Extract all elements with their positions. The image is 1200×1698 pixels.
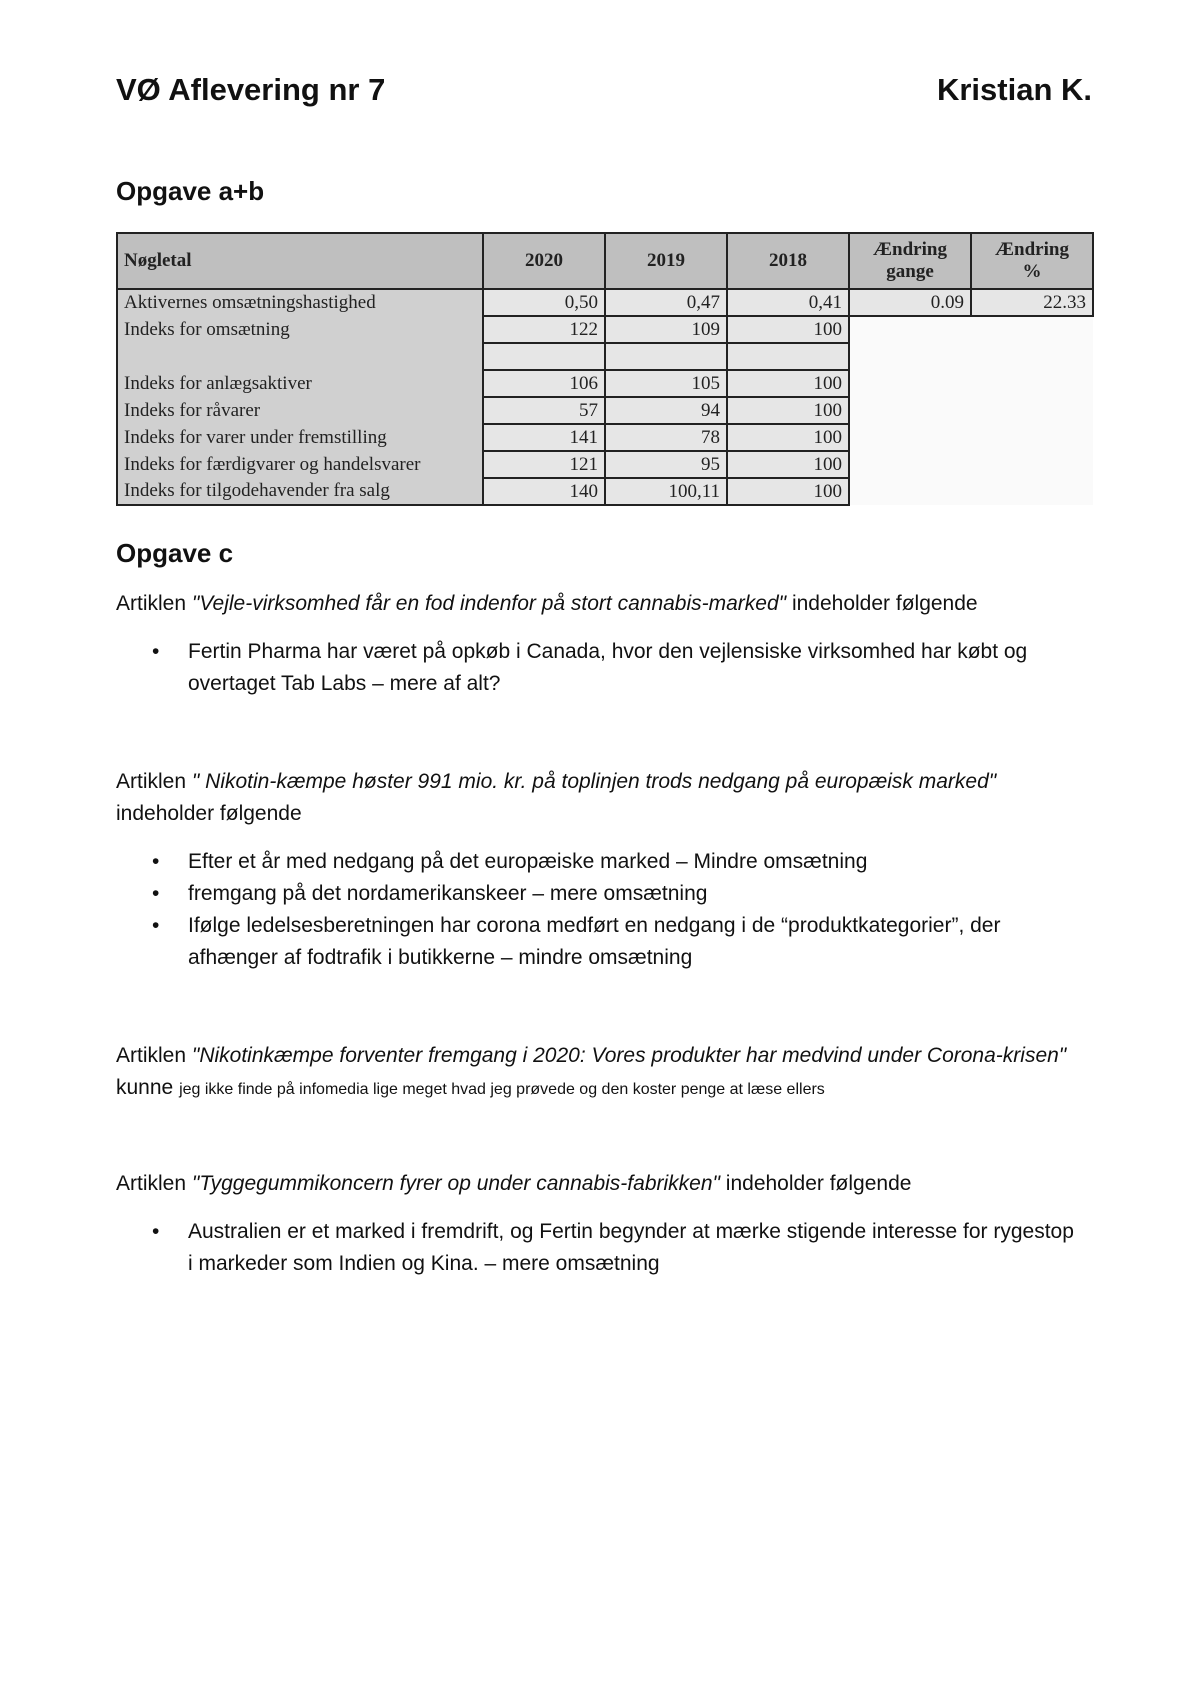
cell-2018: 100 (727, 370, 849, 397)
section-title-c: Opgave c (116, 538, 234, 568)
list-item-text: Australien er et marked i fremdrift, og Fertin begynder at mærke stigende interesse for rygestop i markeder som Indien og Kina. – mere omsætning (188, 1220, 1074, 1275)
list-item (116, 878, 1076, 910)
col-header-change-times-line1: Ændring (873, 239, 947, 260)
article-prefix: Artiklen (116, 592, 192, 615)
col-header-change-times (849, 233, 971, 289)
article-suffix: indeholder følgende (786, 592, 978, 615)
cell-2018 (727, 343, 849, 370)
list-item-text: Ifølge ledelsesberetningen har corona medført en nedgang i de “produktkategorier”, der afhænger af fodtrafik i butikkerne – mindre omsætning (188, 914, 1001, 969)
row-label: Indeks for varer under fremstilling (117, 424, 483, 451)
row-label (117, 343, 483, 370)
section-title-ab: Opgave a+b (116, 176, 265, 206)
cell-2020: 141 (483, 424, 605, 451)
article-4-bullets (116, 1216, 1076, 1280)
document-header (116, 72, 1092, 122)
cell-2018: 100 (727, 478, 849, 505)
article-prefix: Artiklen (116, 770, 192, 793)
article-1-intro (116, 588, 1096, 620)
list-item (116, 636, 1076, 700)
article-title: "Nikotinkæmpe forventer fremgang i 2020: Vores produkter har medvind under Corona-krisen" (191, 1044, 1067, 1067)
row-label: Indeks for anlægsaktiver (117, 370, 483, 397)
empty-cell (849, 451, 1093, 478)
cell-2018: 100 (727, 451, 849, 478)
article-2-intro (116, 766, 1096, 830)
empty-cell (849, 397, 1093, 424)
article-title: "Tyggegummikoncern fyrer op under cannabis-fabrikken" (191, 1172, 720, 1195)
document-title: VØ Aflevering nr 7 (116, 72, 386, 107)
list-item (116, 846, 1076, 878)
cell-2020: 106 (483, 370, 605, 397)
cell-2020 (483, 343, 605, 370)
article-prefix: Artiklen (116, 1172, 192, 1195)
cell-2018: 100 (727, 316, 849, 343)
cell-change-times: 0.09 (849, 289, 971, 316)
article-note: jeg ikke finde på infomedia lige meget hvad jeg prøvede og den koster penge at læse ellers (179, 1081, 825, 1098)
article-title: " Nikotin-kæmpe høster 991 mio. kr. på toplinjen trods nedgang på europæisk marked" (191, 770, 997, 793)
cell-2019: 105 (605, 370, 727, 397)
empty-cell (849, 424, 1093, 451)
empty-cell (849, 370, 1093, 397)
cell-2019: 109 (605, 316, 727, 343)
empty-cell (849, 478, 1093, 505)
table-row (117, 289, 1093, 316)
bullet-glyph: • (152, 640, 160, 663)
col-header-change-times-line2: gange (886, 261, 934, 282)
key-figures-table (116, 232, 1094, 506)
list-item (116, 910, 1076, 974)
cell-2019: 94 (605, 397, 727, 424)
cell-2019: 100,11 (605, 478, 727, 505)
cell-2020: 122 (483, 316, 605, 343)
list-item-text: Efter et år med nedgang på det europæiske marked – Mindre omsætning (188, 850, 868, 873)
list-item-text: fremgang på det nordamerikanskeer – mere omsætning (188, 882, 708, 905)
article-suffix: kunne (116, 1076, 180, 1099)
article-title: "Vejle-virksomhed får en fod indenfor på stort cannabis-marked" (191, 592, 787, 615)
cell-2018: 100 (727, 424, 849, 451)
article-1-bullets (116, 636, 1076, 700)
col-header-2020: 2020 (483, 233, 605, 289)
list-item-text: Fertin Pharma har været på opkøb i Canada, hvor den vejlensiske virksomhed har købt og overtaget Tab Labs – mere af alt? (188, 640, 1028, 695)
empty-cell (849, 343, 1093, 370)
bullet-glyph: • (152, 1220, 160, 1243)
cell-2018: 0,41 (727, 289, 849, 316)
empty-cell (849, 316, 1093, 343)
table-row (117, 451, 1093, 478)
table-row (117, 424, 1093, 451)
article-suffix: indeholder følgende (719, 1172, 912, 1195)
cell-2019: 0,47 (605, 289, 727, 316)
row-label: Indeks for råvarer (117, 397, 483, 424)
cell-2019: 95 (605, 451, 727, 478)
cell-change-percent: 22.33 (971, 289, 1093, 316)
row-label: Indeks for omsætning (117, 316, 483, 343)
col-header-name: Nøgletal (117, 233, 483, 289)
bullet-glyph: • (152, 882, 160, 905)
article-prefix: Artiklen (116, 1044, 192, 1067)
col-header-change-percent-line2: % (1022, 261, 1042, 282)
row-label: Indeks for færdigvarer og handelsvarer (117, 451, 483, 478)
row-label: Indeks for tilgodehavender fra salg (117, 478, 483, 505)
cell-2020: 0,50 (483, 289, 605, 316)
cell-2020: 140 (483, 478, 605, 505)
table-row (117, 343, 1093, 370)
cell-2020: 57 (483, 397, 605, 424)
bullet-glyph: • (152, 850, 160, 873)
author-name: Kristian K. (936, 72, 1092, 107)
col-header-change-percent-line1: Ændring (995, 239, 1069, 260)
col-header-change-percent (971, 233, 1093, 289)
cell-2018: 100 (727, 397, 849, 424)
table-row (117, 316, 1093, 343)
article-4-intro (116, 1168, 1096, 1200)
col-header-2018: 2018 (727, 233, 849, 289)
article-3-intro (116, 1040, 1096, 1106)
cell-2020: 121 (483, 451, 605, 478)
table-row (117, 397, 1093, 424)
col-header-2019: 2019 (605, 233, 727, 289)
cell-2019: 78 (605, 424, 727, 451)
table-header-row (117, 233, 1093, 289)
article-2-bullets (116, 846, 1076, 974)
list-item (116, 1216, 1076, 1280)
bullet-glyph: • (152, 914, 160, 937)
table-row (117, 478, 1093, 505)
table-row (117, 370, 1093, 397)
article-suffix: indeholder følgende (116, 802, 302, 825)
cell-2019 (605, 343, 727, 370)
row-label: Aktivernes omsætningshastighed (117, 289, 483, 316)
